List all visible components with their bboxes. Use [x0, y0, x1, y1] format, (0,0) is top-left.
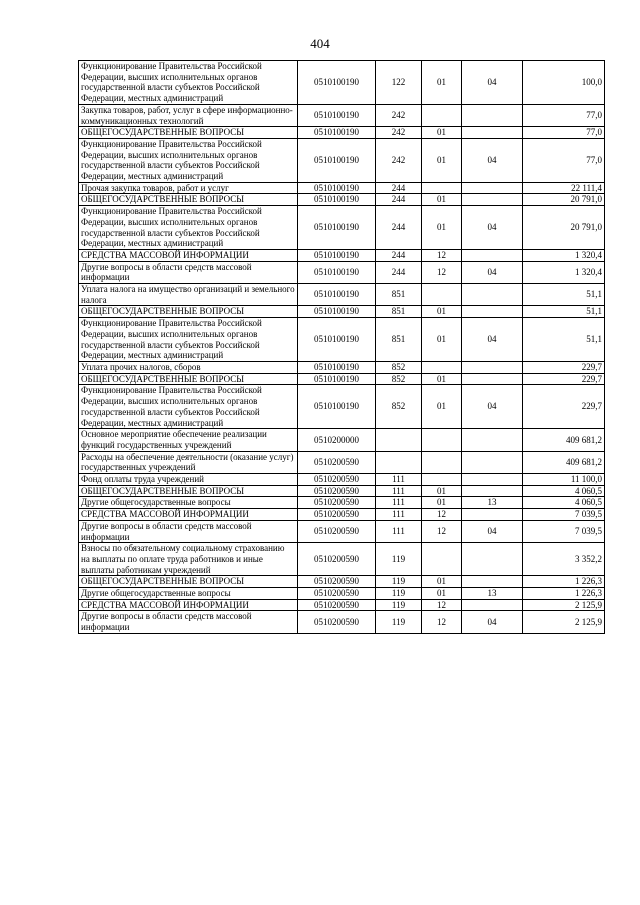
amount-cell: 1 320,4: [523, 249, 605, 261]
subsection-cell: 04: [462, 138, 523, 182]
row-name-cell: ОБЩЕГОСУДАРСТВЕННЫЕ ВОПРОСЫ: [79, 306, 298, 318]
amount-cell: 409 681,2: [523, 451, 605, 473]
amount-cell: 100,0: [523, 61, 605, 105]
section-cell: 12: [422, 261, 462, 283]
expense-type-cell: 111: [376, 474, 422, 486]
budget-table-body: [79, 61, 605, 634]
target-article-cell: 0510200590: [298, 599, 376, 611]
section-cell: 01: [422, 576, 462, 588]
table-row: [79, 373, 605, 385]
table-row: [79, 206, 605, 250]
row-name-cell: Функционирование Правительства Российской Федерации, высших исполнительных органов государственной власти субъектов Российской Федерации, местных администраций: [79, 385, 298, 429]
row-name-cell: Другие общегосударственные вопросы: [79, 497, 298, 509]
table-row: [79, 509, 605, 521]
expense-type-cell: 242: [376, 127, 422, 139]
amount-cell: 77,0: [523, 104, 605, 126]
table-row: [79, 543, 605, 576]
subsection-cell: 04: [462, 611, 523, 633]
section-cell: 12: [422, 509, 462, 521]
subsection-cell: 04: [462, 520, 523, 542]
expense-type-cell: 244: [376, 249, 422, 261]
section-cell: [422, 474, 462, 486]
table-row: [79, 284, 605, 306]
expense-type-cell: 242: [376, 104, 422, 126]
table-row: [79, 249, 605, 261]
amount-cell: 7 039,5: [523, 520, 605, 542]
expense-type-cell: [376, 451, 422, 473]
row-name-cell: ОБЩЕГОСУДАРСТВЕННЫЕ ВОПРОСЫ: [79, 485, 298, 497]
row-name-cell: Другие вопросы в области средств массовой информации: [79, 261, 298, 283]
table-row: [79, 306, 605, 318]
amount-cell: 4 060,5: [523, 497, 605, 509]
expense-type-cell: 119: [376, 543, 422, 576]
subsection-cell: [462, 194, 523, 206]
table-row: [79, 104, 605, 126]
row-name-cell: ОБЩЕГОСУДАРСТВЕННЫЕ ВОПРОСЫ: [79, 194, 298, 206]
table-row: [79, 485, 605, 497]
amount-cell: 51,1: [523, 306, 605, 318]
amount-cell: 11 100,0: [523, 474, 605, 486]
table-row: [79, 361, 605, 373]
expense-type-cell: 244: [376, 261, 422, 283]
section-cell: 01: [422, 138, 462, 182]
amount-cell: 1 320,4: [523, 261, 605, 283]
target-article-cell: 0510200590: [298, 451, 376, 473]
target-article-cell: 0510100190: [298, 206, 376, 250]
expense-type-cell: 244: [376, 194, 422, 206]
amount-cell: 20 791,0: [523, 206, 605, 250]
section-cell: 12: [422, 611, 462, 633]
table-row: [79, 599, 605, 611]
target-article-cell: 0510200000: [298, 429, 376, 451]
target-article-cell: 0510100190: [298, 373, 376, 385]
subsection-cell: [462, 361, 523, 373]
table-row: [79, 611, 605, 633]
table-row: [79, 61, 605, 105]
row-name-cell: Функционирование Правительства Российской Федерации, высших исполнительных органов государственной власти субъектов Российской Федерации, местных администраций: [79, 206, 298, 250]
row-name-cell: Другие вопросы в области средств массовой информации: [79, 611, 298, 633]
amount-cell: 2 125,9: [523, 599, 605, 611]
target-article-cell: 0510200590: [298, 520, 376, 542]
amount-cell: 77,0: [523, 127, 605, 139]
section-cell: 01: [422, 306, 462, 318]
table-row: [79, 182, 605, 194]
subsection-cell: 13: [462, 497, 523, 509]
target-article-cell: 0510200590: [298, 588, 376, 600]
amount-cell: 229,7: [523, 385, 605, 429]
section-cell: 12: [422, 599, 462, 611]
section-cell: 01: [422, 61, 462, 105]
table-row: [79, 588, 605, 600]
target-article-cell: 0510200590: [298, 543, 376, 576]
section-cell: 01: [422, 485, 462, 497]
target-article-cell: 0510200590: [298, 509, 376, 521]
amount-cell: 4 060,5: [523, 485, 605, 497]
page-number: 404: [310, 36, 330, 51]
budget-table: [78, 60, 605, 634]
row-name-cell: ОБЩЕГОСУДАРСТВЕННЫЕ ВОПРОСЫ: [79, 373, 298, 385]
subsection-cell: [462, 474, 523, 486]
expense-type-cell: 119: [376, 576, 422, 588]
expense-type-cell: 111: [376, 520, 422, 542]
row-name-cell: Функционирование Правительства Российской Федерации, высших исполнительных органов государственной власти субъектов Российской Федерации, местных администраций: [79, 138, 298, 182]
subsection-cell: [462, 509, 523, 521]
target-article-cell: 0510100190: [298, 138, 376, 182]
section-cell: 01: [422, 497, 462, 509]
target-article-cell: 0510100190: [298, 104, 376, 126]
subsection-cell: 04: [462, 261, 523, 283]
section-cell: 01: [422, 194, 462, 206]
row-name-cell: ОБЩЕГОСУДАРСТВЕННЫЕ ВОПРОСЫ: [79, 127, 298, 139]
target-article-cell: 0510100190: [298, 61, 376, 105]
row-name-cell: Другие общегосударственные вопросы: [79, 588, 298, 600]
expense-type-cell: 851: [376, 306, 422, 318]
table-row: [79, 520, 605, 542]
target-article-cell: 0510200590: [298, 474, 376, 486]
row-name-cell: ОБЩЕГОСУДАРСТВЕННЫЕ ВОПРОСЫ: [79, 576, 298, 588]
section-cell: 01: [422, 206, 462, 250]
amount-cell: 1 226,3: [523, 576, 605, 588]
section-cell: [422, 104, 462, 126]
amount-cell: 229,7: [523, 373, 605, 385]
target-article-cell: 0510200590: [298, 576, 376, 588]
amount-cell: 1 226,3: [523, 588, 605, 600]
table-row: [79, 576, 605, 588]
subsection-cell: [462, 249, 523, 261]
amount-cell: 3 352,2: [523, 543, 605, 576]
section-cell: 01: [422, 318, 462, 362]
target-article-cell: 0510100190: [298, 318, 376, 362]
expense-type-cell: 852: [376, 385, 422, 429]
row-name-cell: Фонд оплаты труда учреждений: [79, 474, 298, 486]
target-article-cell: 0510200590: [298, 497, 376, 509]
expense-type-cell: 122: [376, 61, 422, 105]
subsection-cell: [462, 127, 523, 139]
expense-type-cell: 852: [376, 361, 422, 373]
subsection-cell: [462, 306, 523, 318]
section-cell: 12: [422, 249, 462, 261]
section-cell: 01: [422, 373, 462, 385]
table-row: [79, 261, 605, 283]
target-article-cell: 0510200590: [298, 485, 376, 497]
expense-type-cell: 119: [376, 611, 422, 633]
subsection-cell: 04: [462, 318, 523, 362]
subsection-cell: [462, 429, 523, 451]
expense-type-cell: 119: [376, 599, 422, 611]
expense-type-cell: 244: [376, 182, 422, 194]
row-name-cell: Основное мероприятие обеспечение реализации функций государственных учреждений: [79, 429, 298, 451]
expense-type-cell: 111: [376, 509, 422, 521]
expense-type-cell: 851: [376, 318, 422, 362]
section-cell: 01: [422, 385, 462, 429]
amount-cell: 2 125,9: [523, 611, 605, 633]
row-name-cell: Функционирование Правительства Российской Федерации, высших исполнительных органов государственной власти субъектов Российской Федерации, местных администраций: [79, 61, 298, 105]
target-article-cell: 0510100190: [298, 385, 376, 429]
subsection-cell: [462, 485, 523, 497]
table-row: [79, 318, 605, 362]
row-name-cell: СРЕДСТВА МАССОВОЙ ИНФОРМАЦИИ: [79, 509, 298, 521]
target-article-cell: 0510100190: [298, 127, 376, 139]
expense-type-cell: 851: [376, 284, 422, 306]
subsection-cell: 13: [462, 588, 523, 600]
table-row: [79, 429, 605, 451]
target-article-cell: 0510100190: [298, 261, 376, 283]
subsection-cell: [462, 373, 523, 385]
expense-type-cell: 111: [376, 497, 422, 509]
amount-cell: 7 039,5: [523, 509, 605, 521]
target-article-cell: 0510100190: [298, 194, 376, 206]
section-cell: 01: [422, 127, 462, 139]
row-name-cell: СРЕДСТВА МАССОВОЙ ИНФОРМАЦИИ: [79, 249, 298, 261]
subsection-cell: 04: [462, 206, 523, 250]
subsection-cell: [462, 182, 523, 194]
target-article-cell: 0510200590: [298, 611, 376, 633]
row-name-cell: Взносы по обязательному социальному страхованию на выплаты по оплате труда работников и иные выплаты работникам учреждений: [79, 543, 298, 576]
row-name-cell: Уплата налога на имущество организаций и земельного налога: [79, 284, 298, 306]
row-name-cell: Другие вопросы в области средств массовой информации: [79, 520, 298, 542]
expense-type-cell: [376, 429, 422, 451]
amount-cell: 22 111,4: [523, 182, 605, 194]
section-cell: [422, 543, 462, 576]
section-cell: 01: [422, 588, 462, 600]
expense-type-cell: 242: [376, 138, 422, 182]
table-row: [79, 127, 605, 139]
row-name-cell: Закупка товаров, работ, услуг в сфере информационно-коммуникационных технологий: [79, 104, 298, 126]
table-row: [79, 385, 605, 429]
row-name-cell: Уплата прочих налогов, сборов: [79, 361, 298, 373]
expense-type-cell: 119: [376, 588, 422, 600]
table-row: [79, 497, 605, 509]
amount-cell: 409 681,2: [523, 429, 605, 451]
expense-type-cell: 244: [376, 206, 422, 250]
section-cell: [422, 451, 462, 473]
section-cell: [422, 429, 462, 451]
target-article-cell: 0510100190: [298, 182, 376, 194]
amount-cell: 229,7: [523, 361, 605, 373]
expense-type-cell: 852: [376, 373, 422, 385]
subsection-cell: [462, 599, 523, 611]
amount-cell: 51,1: [523, 284, 605, 306]
section-cell: 12: [422, 520, 462, 542]
row-name-cell: СРЕДСТВА МАССОВОЙ ИНФОРМАЦИИ: [79, 599, 298, 611]
amount-cell: 51,1: [523, 318, 605, 362]
table-row: [79, 451, 605, 473]
section-cell: [422, 284, 462, 306]
subsection-cell: 04: [462, 61, 523, 105]
subsection-cell: 04: [462, 385, 523, 429]
target-article-cell: 0510100190: [298, 361, 376, 373]
row-name-cell: Прочая закупка товаров, работ и услуг: [79, 182, 298, 194]
subsection-cell: [462, 104, 523, 126]
row-name-cell: Расходы на обеспечение деятельности (оказание услуг) государственных учреждений: [79, 451, 298, 473]
subsection-cell: [462, 576, 523, 588]
table-row: [79, 474, 605, 486]
table-row: [79, 194, 605, 206]
row-name-cell: Функционирование Правительства Российской Федерации, высших исполнительных органов государственной власти субъектов Российской Федерации, местных администраций: [79, 318, 298, 362]
section-cell: [422, 361, 462, 373]
amount-cell: 77,0: [523, 138, 605, 182]
target-article-cell: 0510100190: [298, 249, 376, 261]
subsection-cell: [462, 543, 523, 576]
table-row: [79, 138, 605, 182]
target-article-cell: 0510100190: [298, 284, 376, 306]
subsection-cell: [462, 284, 523, 306]
section-cell: [422, 182, 462, 194]
amount-cell: 20 791,0: [523, 194, 605, 206]
expense-type-cell: 111: [376, 485, 422, 497]
target-article-cell: 0510100190: [298, 306, 376, 318]
subsection-cell: [462, 451, 523, 473]
